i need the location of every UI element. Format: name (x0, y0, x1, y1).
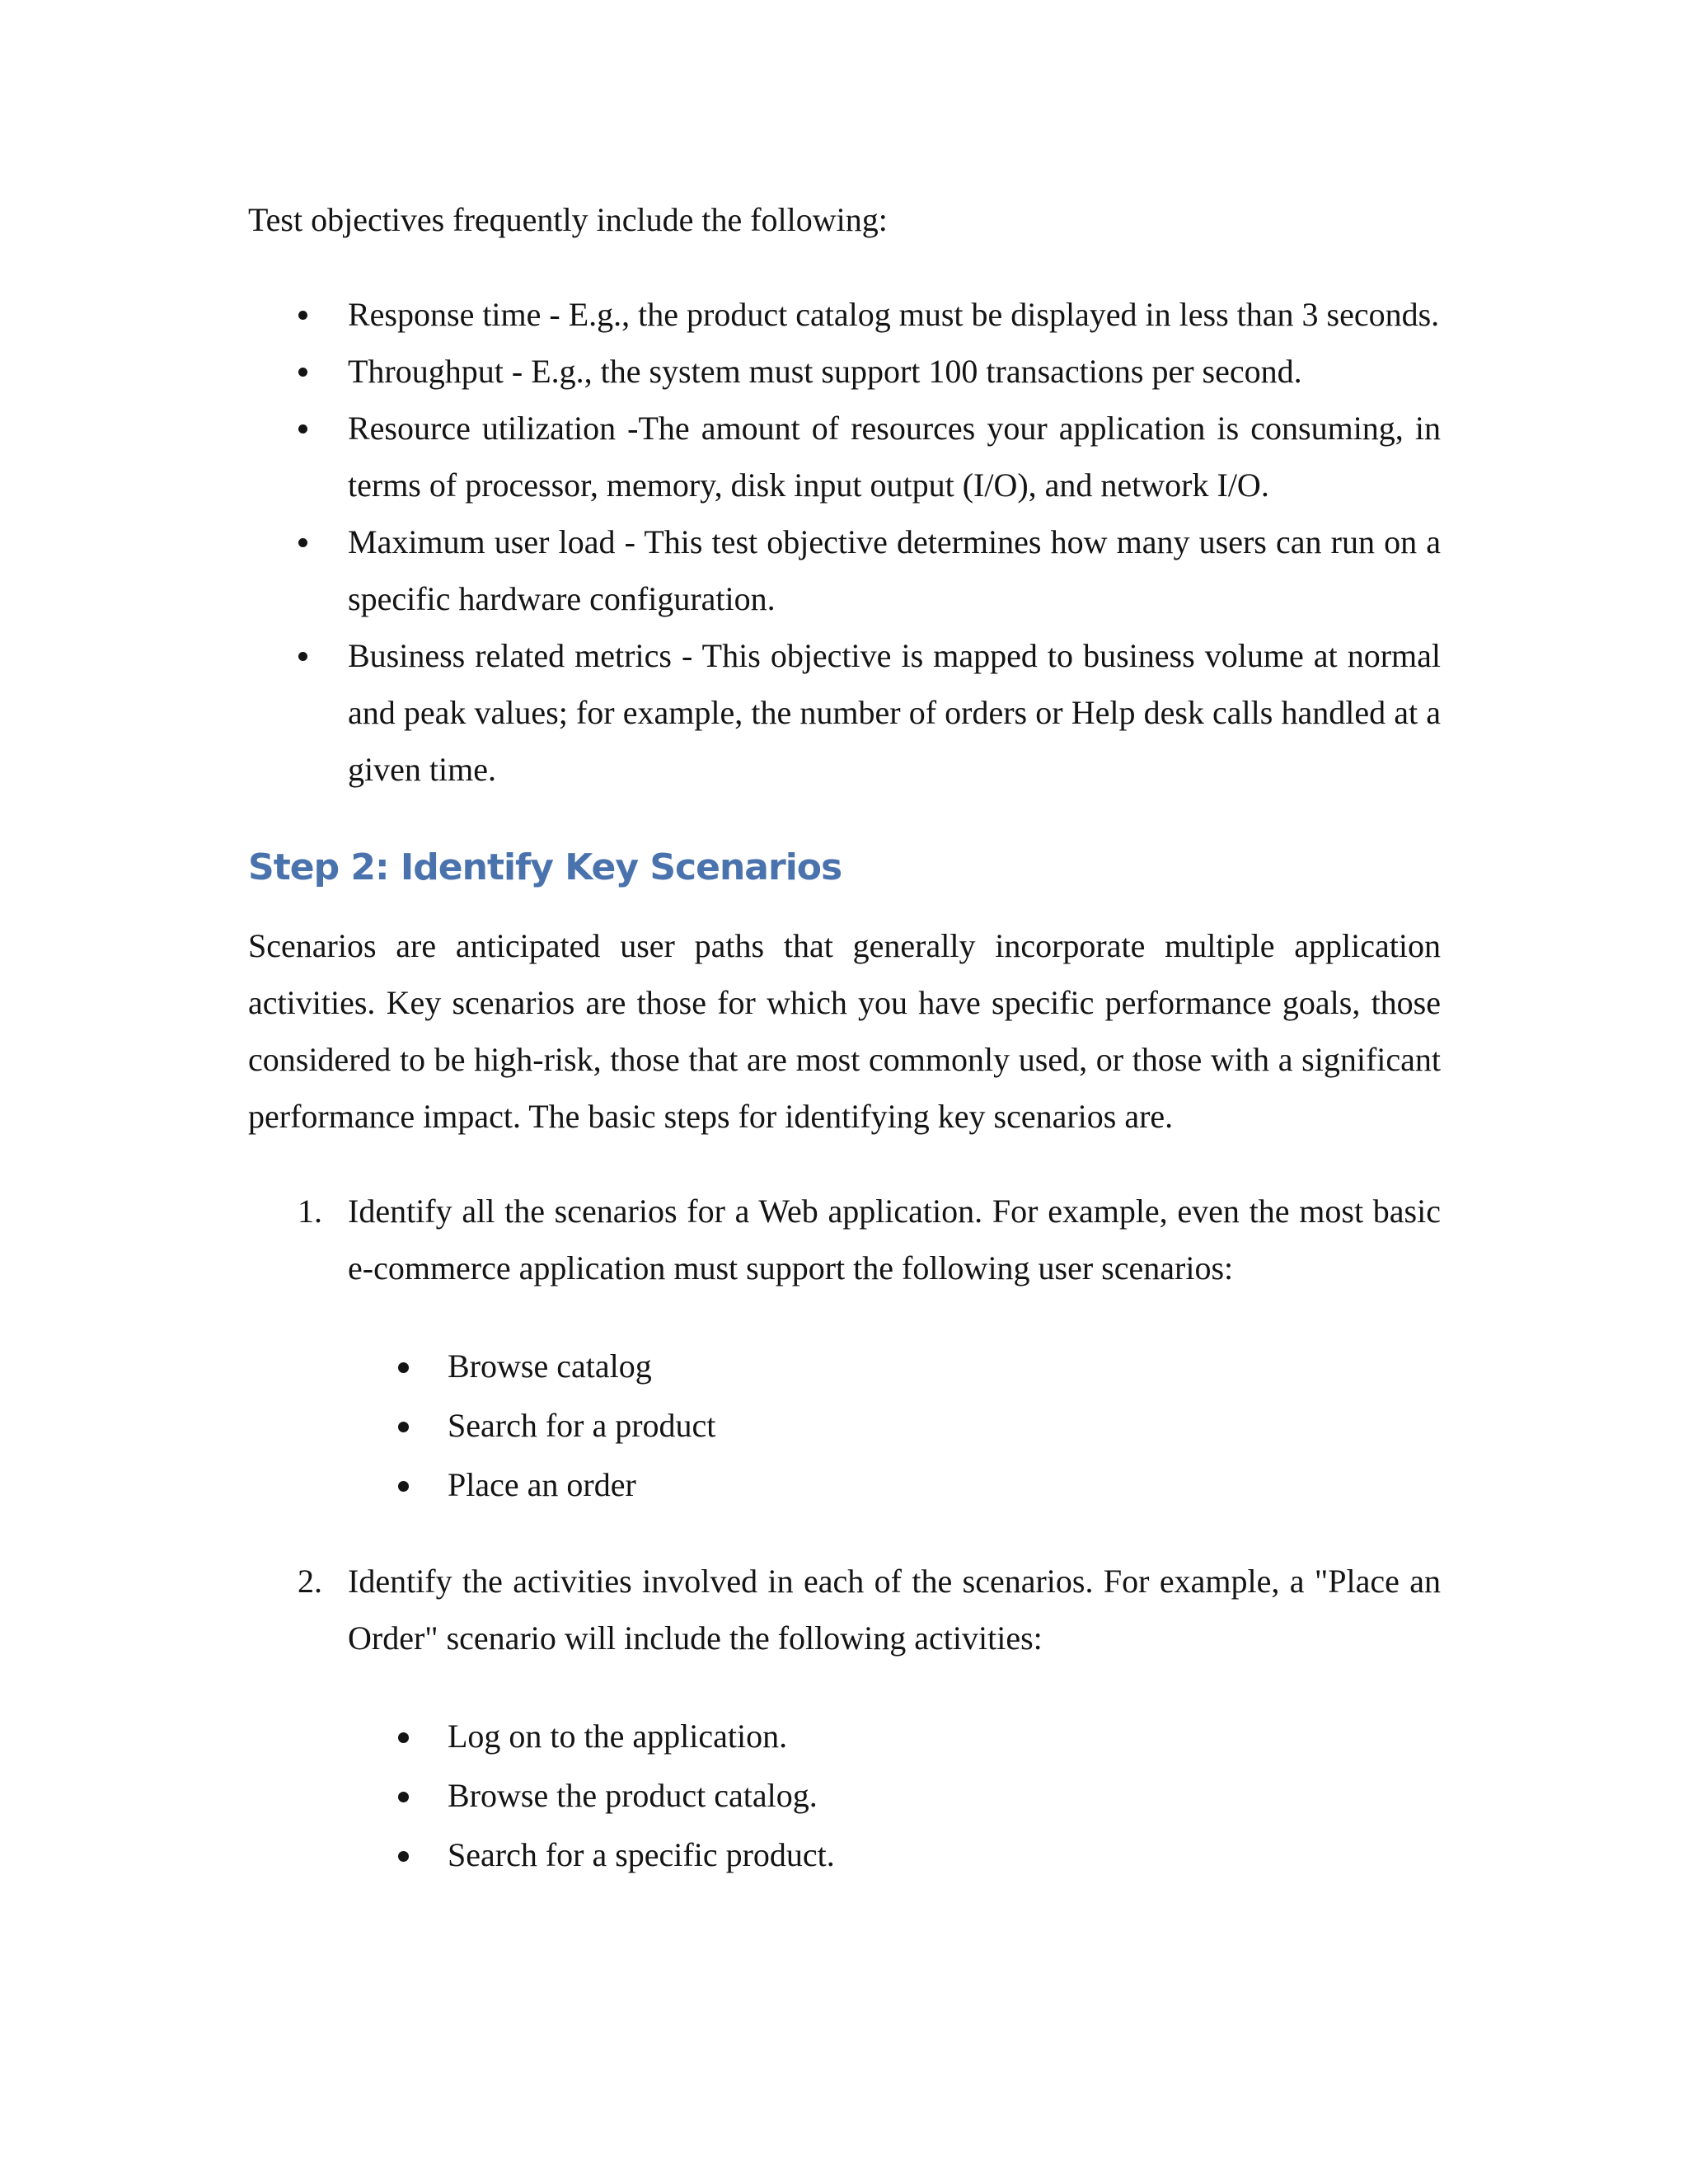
scenario-text: Browse catalog (448, 1347, 652, 1385)
objective-text: Response time - E.g., the product catalog must be displayed in less than 3 seconds. (348, 296, 1440, 333)
bullet-icon (398, 1362, 409, 1373)
bullet-icon (298, 538, 307, 547)
list-item (348, 1825, 1441, 1885)
objective-text: Throughput - E.g., the system must support 100 transactions per second. (348, 353, 1302, 390)
step-text: Identify all the scenarios for a Web application. For example, even the most basic e-commerce application must support the following user scenarios: (348, 1193, 1441, 1286)
list-item (348, 1766, 1441, 1825)
objective-text: Business related metrics - This objective is mapped to business volume at normal and peak values; for example, the number of orders or Help desk calls handled at a given time. (348, 637, 1441, 788)
bullet-icon (298, 368, 307, 377)
bullet-icon (298, 424, 307, 434)
step-item (248, 1183, 1441, 1515)
list-item (348, 1337, 1441, 1396)
activity-text: Browse the product catalog. (448, 1777, 818, 1814)
list-item (348, 1707, 1441, 1766)
page-content (248, 191, 1441, 1885)
bullet-icon (398, 1792, 409, 1802)
bullet-icon (298, 311, 307, 320)
step-number: 2. (298, 1563, 322, 1600)
step-number: 1. (298, 1193, 322, 1230)
list-item (348, 1455, 1441, 1515)
bullet-icon (398, 1422, 409, 1432)
list-item (248, 400, 1441, 513)
list-item (248, 343, 1441, 400)
section-heading: Step 2: Identify Key Scenarios (248, 846, 842, 888)
objectives-list (248, 286, 1441, 798)
objective-text: Maximum user load - This test objective determines how many users can run on a specific hardware configuration. (348, 523, 1441, 617)
activity-text: Search for a specific product. (448, 1836, 835, 1873)
scenario-text: Search for a product (448, 1407, 716, 1444)
scenario-text: Place an order (448, 1466, 636, 1503)
list-item (248, 286, 1441, 343)
intro-text: Test objectives frequently include the following: (248, 201, 888, 238)
list-item (248, 513, 1441, 627)
objective-text: Resource utilization -The amount of resources your application is consuming, in terms of processor, memory, disk input output (I/O), and network I/O. (348, 410, 1441, 504)
bullet-icon (398, 1732, 409, 1743)
list-item (348, 1396, 1441, 1455)
list-item (248, 627, 1441, 798)
scenario-paragraph: Scenarios are anticipated user paths that generally incorporate multiple application activities. Key scenarios are those for which you have specific performance goals, those considered to be high-risk, those that are most commonly used, or those with a significant performance impact. The basic steps for identifying key scenarios are. (248, 927, 1441, 1135)
activity-list (348, 1707, 1441, 1885)
steps-list (248, 1183, 1441, 1885)
bullet-icon (298, 652, 307, 661)
step-text: Identify the activities involved in each of the scenarios. For example, a "Place an Order" scenario will include the following activities: (348, 1563, 1441, 1657)
bullet-icon (398, 1481, 409, 1492)
step-item (248, 1553, 1441, 1885)
bullet-icon (398, 1851, 409, 1862)
scenario-list (348, 1337, 1441, 1515)
activity-text: Log on to the application. (448, 1718, 788, 1755)
